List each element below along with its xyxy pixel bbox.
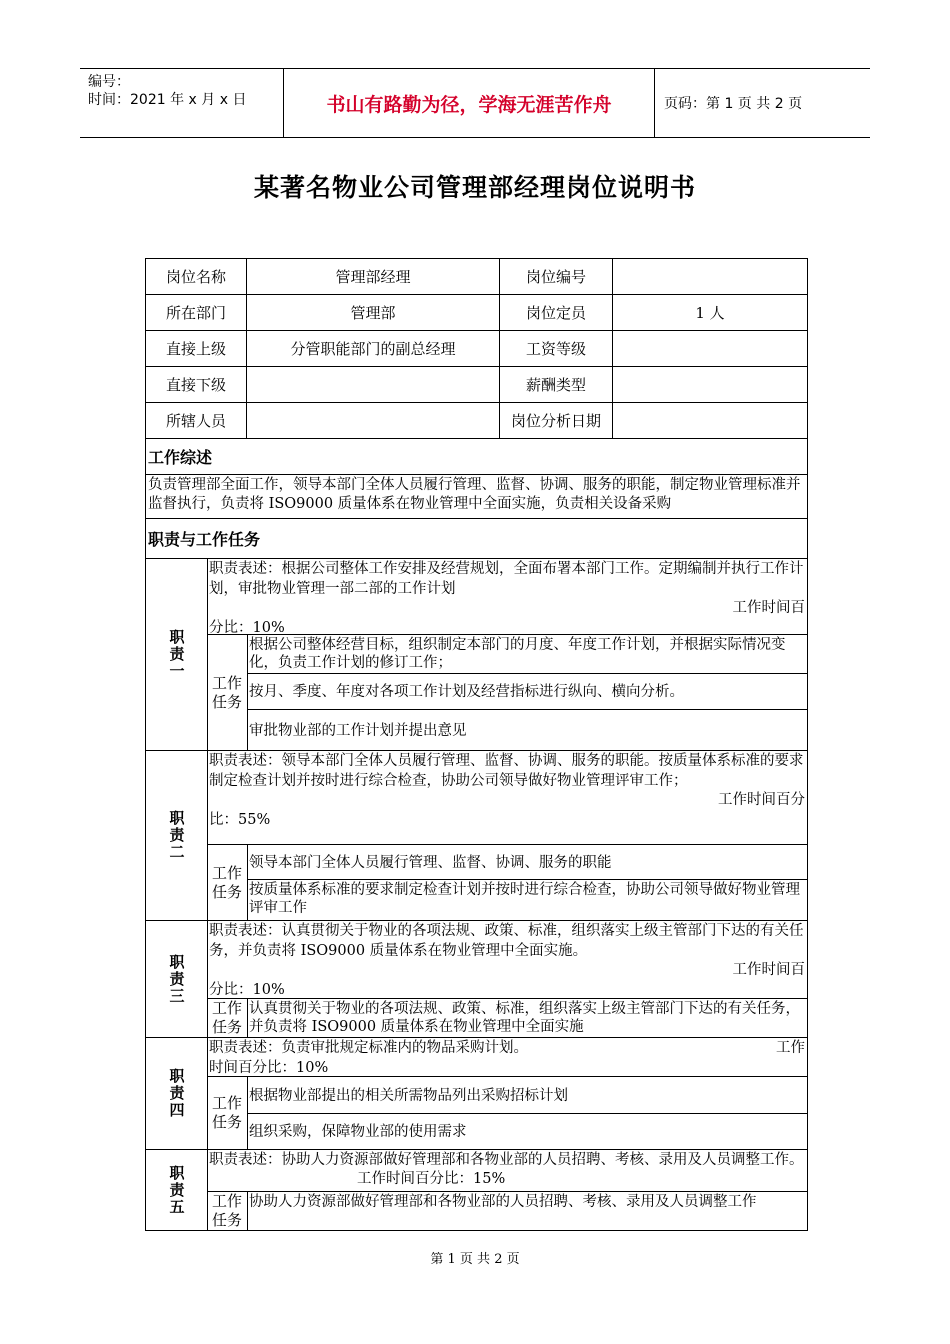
- doc-date-label: 时间：2021 年 x 月 x 日: [88, 92, 247, 108]
- info-key: 岗位定员: [499, 295, 612, 330]
- duty-block: [146, 559, 807, 751]
- info-value: [612, 259, 807, 294]
- page-header: [80, 68, 870, 138]
- duty-block: [146, 1038, 807, 1150]
- page-footer: 第 1 页 共 2 页: [430, 1252, 520, 1267]
- task-item: 协助人力资源部做好管理部和各物业部的人员招聘、考核、录用及人员调整工作: [249, 1194, 757, 1210]
- info-row: [146, 367, 807, 403]
- info-key: 所辖人员: [165, 412, 226, 430]
- document-title: 某著名物业公司管理部经理岗位说明书: [253, 173, 696, 202]
- info-key: 直接下级: [165, 376, 226, 394]
- info-value: [246, 403, 499, 438]
- task-item: 审批物业部的工作计划并提出意见: [247, 709, 807, 750]
- job-description-table: [145, 258, 808, 1231]
- info-row: [146, 295, 807, 331]
- task-item: 认真贯彻关于物业的各项法规、政策、标准，组织落实上级主管部门下达的有关任务，并负责将 ISO9000 质量体系在物业管理中全面实施: [249, 1001, 800, 1035]
- info-key: 所在部门: [165, 304, 226, 322]
- task-item: 领导本部门全体人员履行管理、监督、协调、服务的职能: [249, 854, 612, 871]
- task-group: [207, 998, 807, 1037]
- info-value: 1 人: [612, 295, 807, 330]
- info-value: [612, 367, 807, 402]
- info-value: 管理部经理: [246, 259, 499, 294]
- task-label: 工作 任务: [207, 635, 248, 750]
- task-group: [207, 1076, 807, 1149]
- summary-text-row: [146, 475, 807, 519]
- summary-heading: 工作综述: [148, 448, 213, 467]
- task-label: 工作 任务: [207, 999, 248, 1037]
- summary-heading-row: [146, 439, 807, 475]
- task-group: [207, 1191, 807, 1230]
- info-value: [612, 403, 807, 438]
- task-item: 根据物业部提出的相关所需物品列出采购招标计划: [249, 1087, 568, 1104]
- doc-code-label: 编号：: [88, 74, 130, 90]
- info-row: [146, 259, 807, 295]
- info-key: 岗位名称: [165, 268, 226, 286]
- duty-time-percent: 工作时间百分比：15%: [357, 1171, 506, 1187]
- info-key: 岗位分析日期: [499, 403, 612, 438]
- duties-heading-row: [146, 519, 807, 559]
- duty-block: [146, 751, 807, 921]
- header-meta: [88, 73, 246, 109]
- info-key: 岗位编号: [499, 259, 612, 294]
- duty-description: 职责表述：认真贯彻关于物业的各项法规、政策、标准，组织落实上级主管部门下达的有关任务，并负责将 ISO9000 质量体系在物业管理中全面实施。 工作时间百 分比：10%: [209, 923, 805, 998]
- summary-text: 负责管理部全面工作，领导本部门全体人员履行管理、监督、协调、服务的职能，制定物业管理标准并监督执行，负责将 ISO9000 质量体系在物业管理中全面实施，负责相关设备采购: [148, 477, 801, 512]
- task-item: 根据公司整体经营目标，组织制定本部门的月度、年度工作计划，并根据实际情况变化，负责工作计划的修订工作；: [249, 637, 786, 671]
- duty-description: 职责表述：领导本部门全体人员履行管理、监督、协调、服务的职能。按质量体系标准的要求制定检查计划并按时进行综合检查，协助公司领导做好物业管理评审工作； 工作时间百分 比：55%: [209, 753, 805, 828]
- task-item: 按月、季度、年度对各项工作计划及经营指标进行纵向、横向分析。: [247, 673, 807, 709]
- info-value: 管理部: [246, 295, 499, 330]
- duties-heading: 职责与工作任务: [148, 530, 261, 549]
- duty-description: 职责表述：负责审批规定标准内的物品采购计划。 工作 时间百分比：10%: [209, 1040, 805, 1076]
- duty-label: 职责五: [146, 1150, 208, 1230]
- header-motto: 书山有路勤为径，学海无涯苦作舟: [326, 93, 612, 116]
- info-key: 直接上级: [165, 340, 226, 358]
- duty-label: 职责二: [146, 751, 208, 920]
- duty-description: 职责表述：根据公司整体工作安排及经营规划，全面布署本部门工作。定期编制并执行工作计划，审批物业管理一部二部的工作计划 工作时间百 分比：10%: [209, 561, 805, 636]
- info-value: [246, 367, 499, 402]
- header-page-number: 页码：第 1 页 共 2 页: [664, 96, 803, 112]
- task-group: [207, 844, 807, 920]
- duty-label: 职责一: [146, 559, 208, 750]
- info-value: [612, 331, 807, 366]
- duty-block: [146, 1150, 807, 1230]
- info-key: 薪酬类型: [499, 367, 612, 402]
- task-label: 工作 任务: [207, 845, 248, 920]
- duty-label: 职责三: [146, 921, 208, 1037]
- info-key: 工资等级: [499, 331, 612, 366]
- task-label: 工作 任务: [207, 1192, 248, 1230]
- info-value: 分管职能部门的副总经理: [246, 331, 499, 366]
- duty-label: 职责四: [146, 1038, 208, 1149]
- task-label: 工作 任务: [207, 1077, 248, 1149]
- task-item: 按质量体系标准的要求制定检查计划并按时进行综合检查，协助公司领导做好物业管理评审工作: [247, 879, 807, 920]
- duty-block: [146, 921, 807, 1038]
- task-group: [207, 634, 807, 750]
- info-row: [146, 403, 807, 439]
- info-row: [146, 331, 807, 367]
- duty-description: 职责表述：协助人力资源部做好管理部和各物业部的人员招聘、考核、录用及人员调整工作。: [209, 1152, 804, 1168]
- task-item: 组织采购，保障物业部的使用需求: [247, 1113, 807, 1149]
